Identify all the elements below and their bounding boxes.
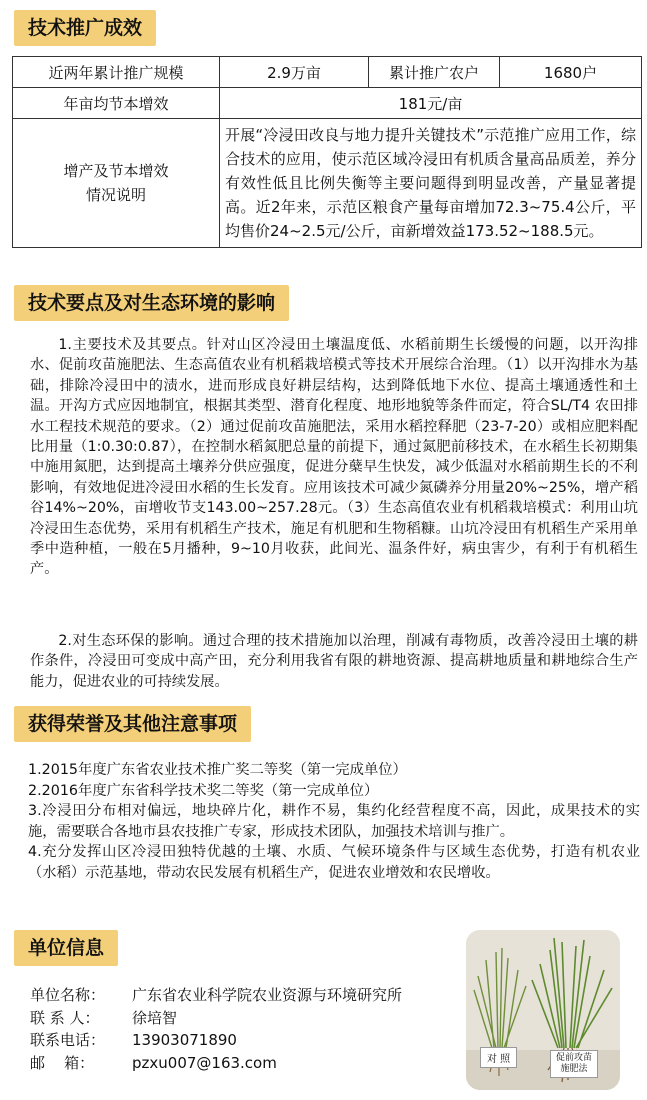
desc-label — [13, 119, 220, 248]
scale-label: 近两年累计推广规模 — [13, 57, 220, 88]
section-title-tech: 技术要点及对生态环境的影响 — [14, 285, 289, 321]
farmers-value: 1680户 — [500, 57, 642, 88]
unit-email-label: 邮 箱： — [30, 1053, 95, 1072]
list-item: 4.充分发挥山区冷浸田独特优越的土壤、水质、气候环境条件与区域生态优势，打造有机农业（水稻）示范基地，带动农民发展有机稻生产，促进农业增效和农民增收。 — [28, 844, 640, 881]
benefit-value: 181元/亩 — [220, 88, 642, 119]
unit-phone-label: 联系电话： — [30, 1031, 106, 1049]
unit-email-row — [30, 1052, 402, 1075]
table-row — [13, 57, 642, 88]
unit-contact-label: 联 系 人： — [30, 1008, 100, 1027]
desc-label-line2: 情况说明 — [85, 186, 146, 204]
unit-contact-value: 徐培智 — [132, 1008, 178, 1027]
tech-paragraph-1: 1.主要技术及其要点。针对山区冷浸田土壤温度低、水稻前期生长缓慢的问题，以开沟排水、促前攻苗施肥法、生态高值农业有机稻栽培模式等技术开展综合治理。（1）以开沟排水为基础，排除冷浸田中的渍水，进而形成良好耕层结构，达到降低地下水位、提高土壤通透性和土温。开沟方式应因地制宜，根据其类型、潜育化程度、地形地貌等条件而定，符合SL/T4 农田排水工程技术规范的要求。（2）通过促前攻苗施肥法，采用水稻控释肥（23-7-20）或相应肥料配比用量（1:0.30:0.87），在控制水稻氮肥总量的前提下，通过氮肥前移技术，在水稻生长初期集中施用氮肥，达到提高土壤养分供应强度，促进分蘖早生快发，减少低温对水稻前期生长的不利影响，有效地促进冷浸田水稻的生长发育。应用该技术可减少氮磷养分用量20%~25%，增产稻谷14%~20%，亩增收节支143.00~257.28元。（3）生态高值农业有机稻栽培模式：利用山坑冷浸田生态优势，采用有机稻生产技术，施足有机肥和生物稻糠。山坑冷浸田有机稻生产采用单季中造种植，一般在5月播种，9~10月收获，此间光、温条件好，病虫害少，有利于有机稻生产。 — [30, 337, 638, 578]
table-row — [13, 119, 642, 248]
photo-tag-control: 对 照 — [480, 1047, 517, 1068]
unit-name-row — [30, 984, 402, 1007]
tech-paragraph-2: 2.对生态环保的影响。通过合理的技术措施加以治理，削减有毒物质，改善冷浸田土壤的耕作条件，冷浸田可变成中高产田，充分利用我省有限的耕地资源、提高耕地质量和耕地综合生产能力，促进农业的可持续发展。 — [30, 633, 638, 690]
scale-value: 2.9万亩 — [220, 57, 369, 88]
list-item: 3.冷浸田分布相对偏远，地块碎片化，耕作不易，集约化经营程度不高，因此，成果技术的实施，需要联合各地市县农技推广专家，形成技术团队，加强技术培训与推广。 — [28, 803, 640, 840]
unit-contact-row — [30, 1007, 402, 1030]
section-title-honors: 获得荣誉及其他注意事项 — [14, 706, 251, 742]
farmers-label: 累计推广农户 — [369, 57, 500, 88]
unit-info — [30, 984, 402, 1074]
unit-email-value: pzxu007@163.com — [132, 1053, 277, 1072]
unit-name-label: 单位名称： — [30, 986, 106, 1004]
unit-phone-row — [30, 1029, 402, 1052]
list-item: 2.2016年度广东省科学技术奖二等奖（第一完成单位） — [28, 782, 379, 799]
desc-label-line1: 增产及节本增效 — [63, 162, 169, 180]
effect-table — [12, 56, 642, 248]
table-row — [13, 88, 642, 119]
unit-phone-value: 13903071890 — [132, 1031, 237, 1049]
section-title-unit: 单位信息 — [14, 930, 118, 966]
rice-plants-photo — [466, 930, 620, 1090]
unit-name-value: 广东省农业科学院农业资源与环境研究所 — [132, 986, 403, 1004]
benefit-label: 年亩均节本增效 — [13, 88, 220, 119]
photo-tag-treatment: 促前攻苗施肥法 — [550, 1050, 598, 1078]
honors-list — [28, 760, 640, 883]
list-item: 1.2015年度广东省农业技术推广奖二等奖（第一完成单位） — [28, 762, 407, 778]
desc-text: 开展“冷浸田改良与地力提升关键技术”示范推广应用工作，综合技术的应用，使示范区域冷浸田有机质含量高品质差，养分有效性低且比例失衡等主要问题得到明显改善，产量显著提高。近2年来，示范区粮食产量每亩增加72.3~75.4公斤，平均售价24~2.5元/公斤，亩新增效益173.52~188.5元。 — [220, 119, 642, 248]
section-title-effect: 技术推广成效 — [14, 10, 156, 46]
